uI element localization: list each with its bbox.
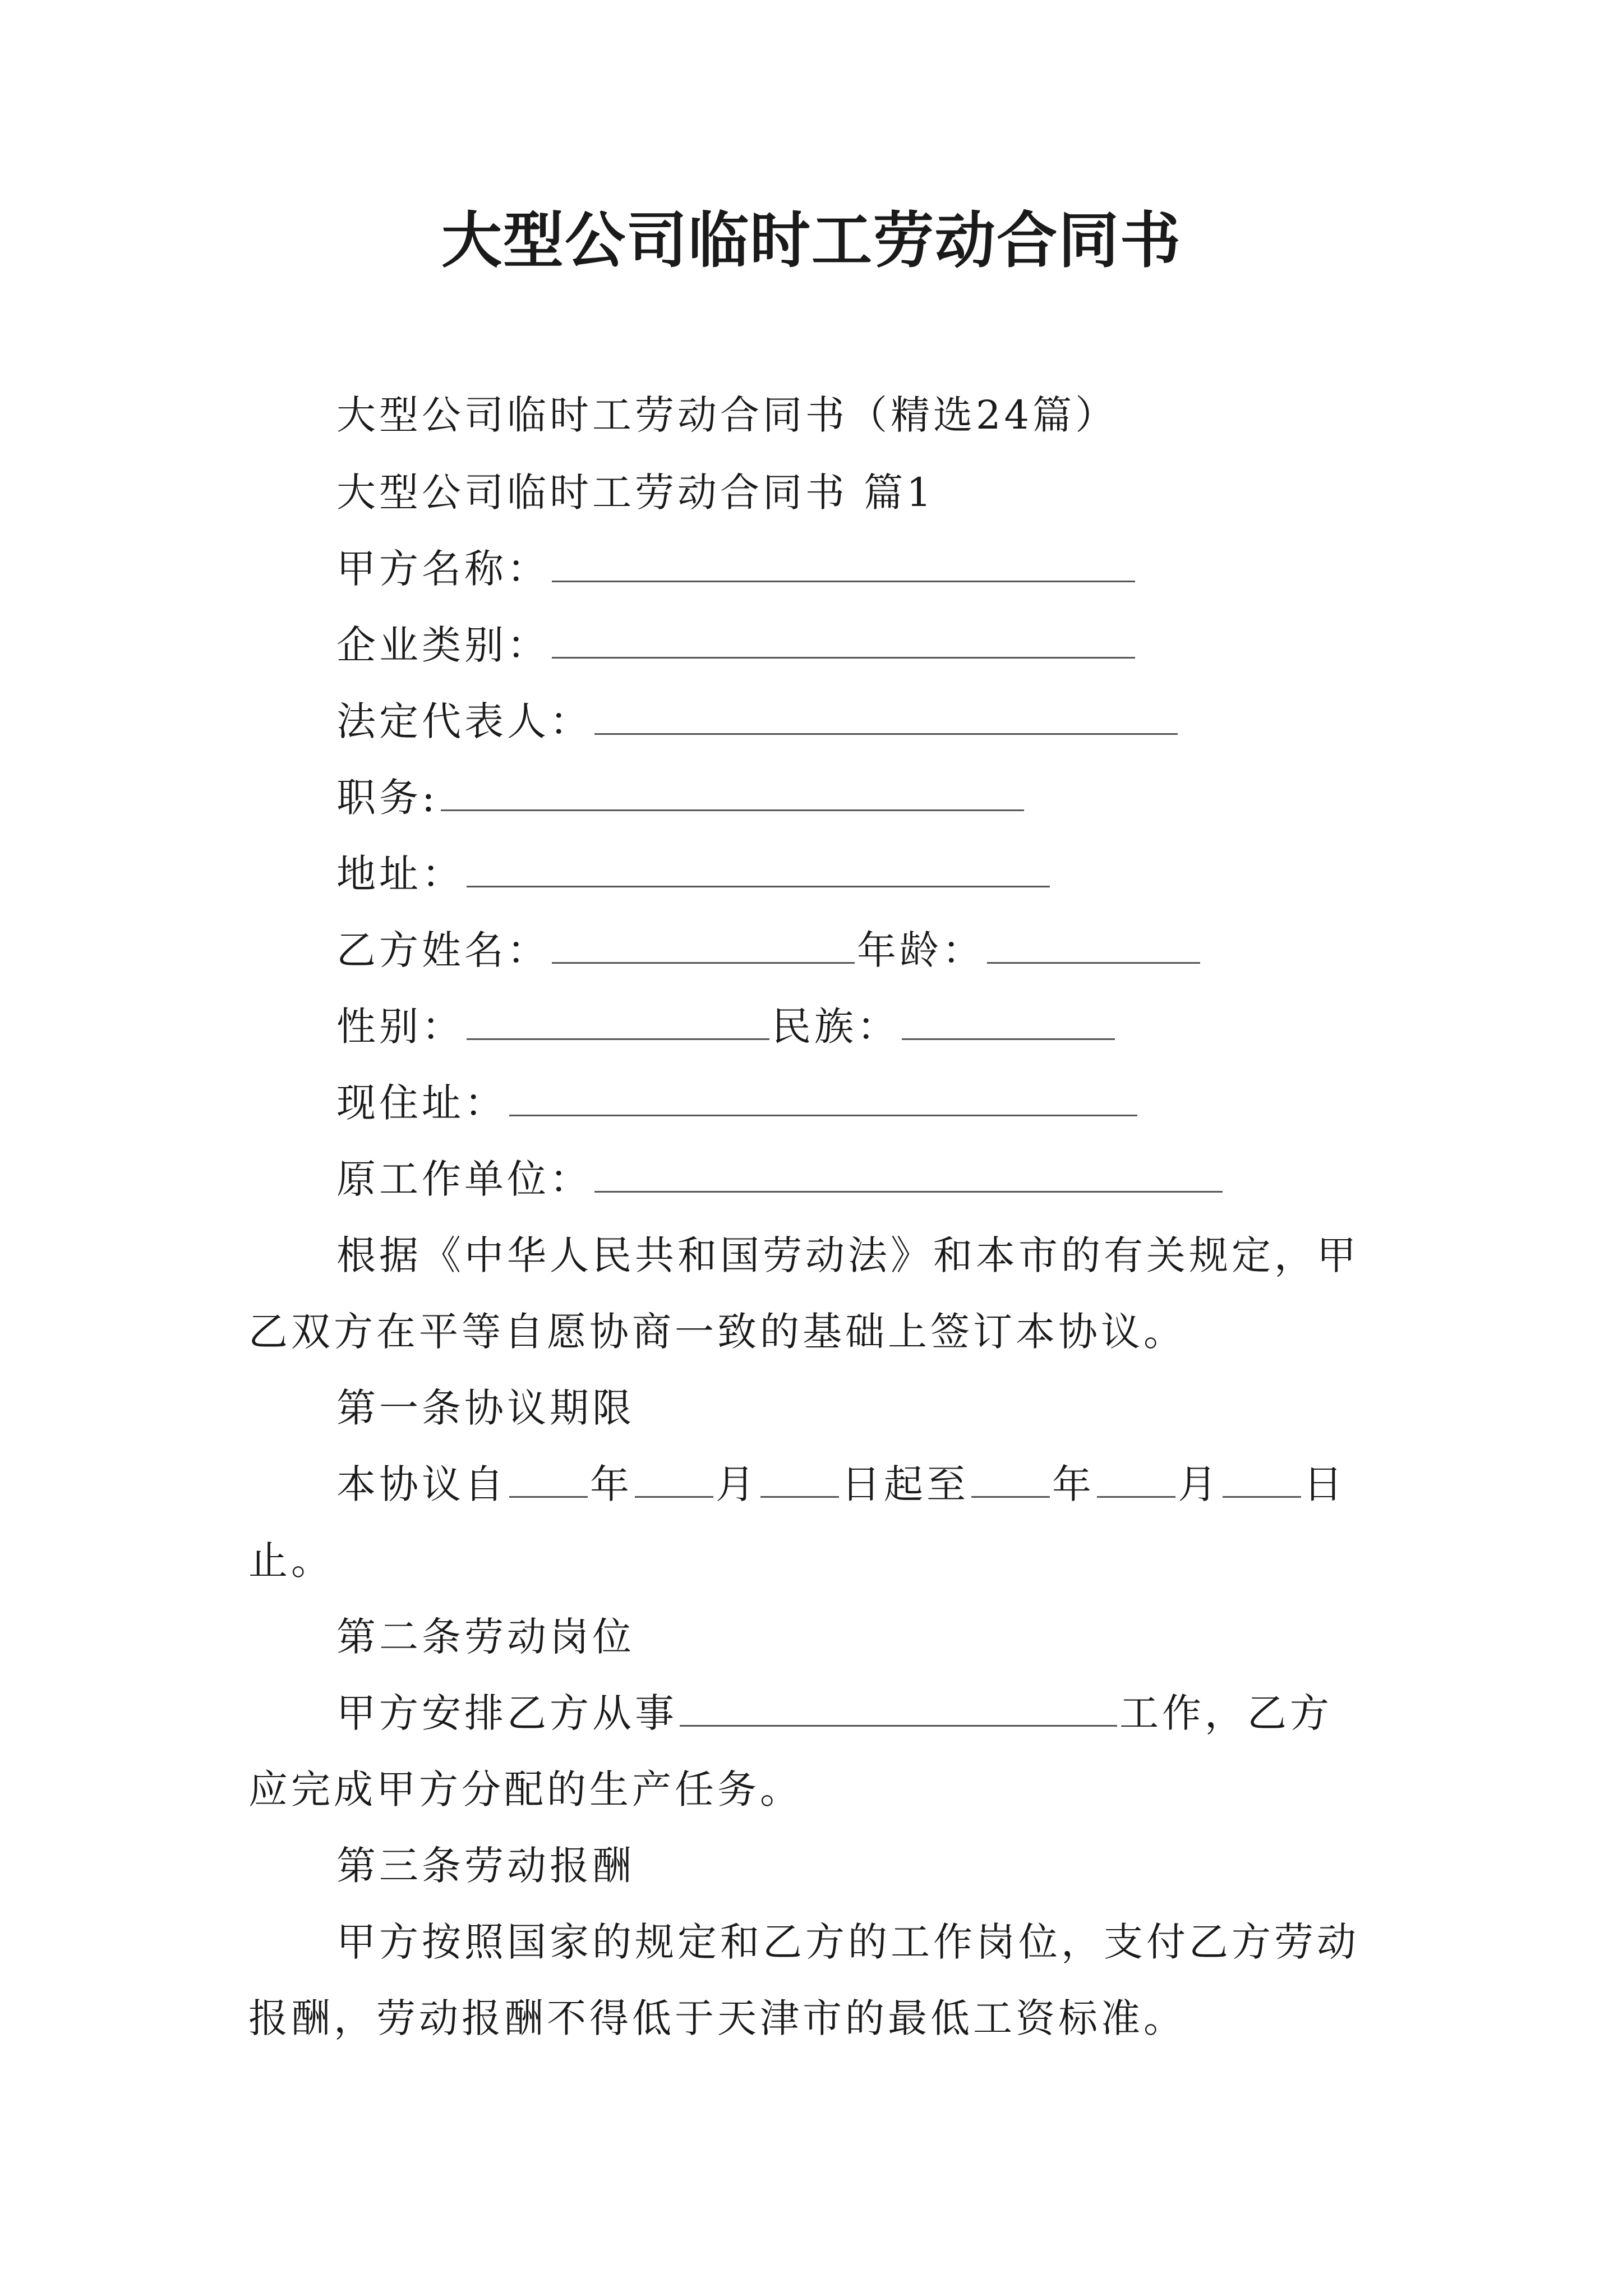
address-row	[336, 846, 1052, 902]
enterprise-type-row	[336, 617, 1137, 673]
start-month-blank	[635, 1460, 713, 1498]
article1-line-1	[336, 1456, 1346, 1512]
article3-title: 第三条劳动报酬	[336, 1843, 635, 1889]
section-heading: 大型公司临时工劳动合同书 篇1	[336, 470, 935, 516]
article2-title: 第二条劳动岗位	[336, 1614, 635, 1660]
age-label: 年龄：	[857, 927, 985, 973]
article1-start: 本协议自	[336, 1461, 507, 1507]
legal-rep-label: 法定代表人：	[336, 698, 592, 744]
ethnicity-label: 民族：	[772, 1004, 900, 1050]
gender-blank	[467, 1002, 769, 1040]
former-employer-row	[336, 1151, 1225, 1207]
article1-title: 第一条协议期限	[336, 1385, 635, 1431]
legal-rep-blank	[594, 697, 1178, 735]
age-blank	[987, 926, 1200, 964]
intro-line-2: 乙双方在平等自愿协商一致的基础上签订本协议。	[248, 1309, 1186, 1355]
article1-year2: 年	[1052, 1461, 1095, 1507]
article1-month2: 月	[1178, 1461, 1220, 1507]
article3-line-2: 报酬，劳动报酬不得低于天津市的最低工资标准。	[248, 1995, 1186, 2041]
end-year-blank	[971, 1460, 1050, 1498]
position-label: 职务:	[336, 775, 439, 821]
current-address-row	[336, 1075, 1140, 1131]
former-employer-blank	[594, 1155, 1223, 1193]
job-description-blank	[680, 1689, 1117, 1727]
address-label: 地址：	[336, 851, 464, 897]
party-b-name-blank	[552, 926, 855, 964]
intro-line-1: 根据《中华人民共和国劳动法》和本市的有关规定，甲	[336, 1232, 1359, 1278]
party-a-name-label: 甲方名称：	[336, 546, 550, 592]
article2-line-1-start: 甲方安排乙方从事	[336, 1690, 677, 1736]
article2-line-1	[336, 1685, 1332, 1741]
subtitle: 大型公司临时工劳动合同书（精选24篇）	[336, 392, 1118, 438]
party-b-name-label: 乙方姓名：	[336, 927, 550, 973]
article1-line-2: 止。	[248, 1538, 334, 1584]
article1-day-from: 日起至	[841, 1461, 969, 1507]
legal-rep-row	[336, 693, 1180, 749]
start-day-blank	[760, 1460, 839, 1498]
article3-line-1: 甲方按照国家的规定和乙方的工作岗位，支付乙方劳动	[336, 1919, 1359, 1965]
party-a-name-blank	[552, 545, 1135, 582]
enterprise-type-blank	[552, 621, 1135, 659]
article2-line-2: 应完成甲方分配的生产任务。	[248, 1766, 803, 1812]
gender-row	[336, 999, 1117, 1055]
current-address-label: 现住址：	[336, 1080, 507, 1126]
position-row	[336, 770, 1026, 826]
party-b-row	[336, 922, 1202, 978]
article2-line-1-end: 工作，乙方	[1119, 1690, 1332, 1736]
document-title: 大型公司临时工劳动合同书	[441, 206, 1182, 276]
ethnicity-blank	[902, 1002, 1115, 1040]
end-month-blank	[1097, 1460, 1175, 1498]
end-day-blank	[1223, 1460, 1301, 1498]
article1-year: 年	[590, 1461, 633, 1507]
start-year-blank	[509, 1460, 588, 1498]
gender-label: 性别：	[336, 1004, 464, 1050]
position-blank	[441, 774, 1024, 811]
former-employer-label: 原工作单位：	[336, 1156, 592, 1202]
article1-day-end: 日	[1303, 1461, 1346, 1507]
address-blank	[467, 850, 1050, 887]
article1-month: 月	[716, 1461, 758, 1507]
enterprise-type-label: 企业类别：	[336, 622, 550, 668]
party-a-name-row	[336, 541, 1137, 597]
current-address-blank	[509, 1079, 1137, 1116]
